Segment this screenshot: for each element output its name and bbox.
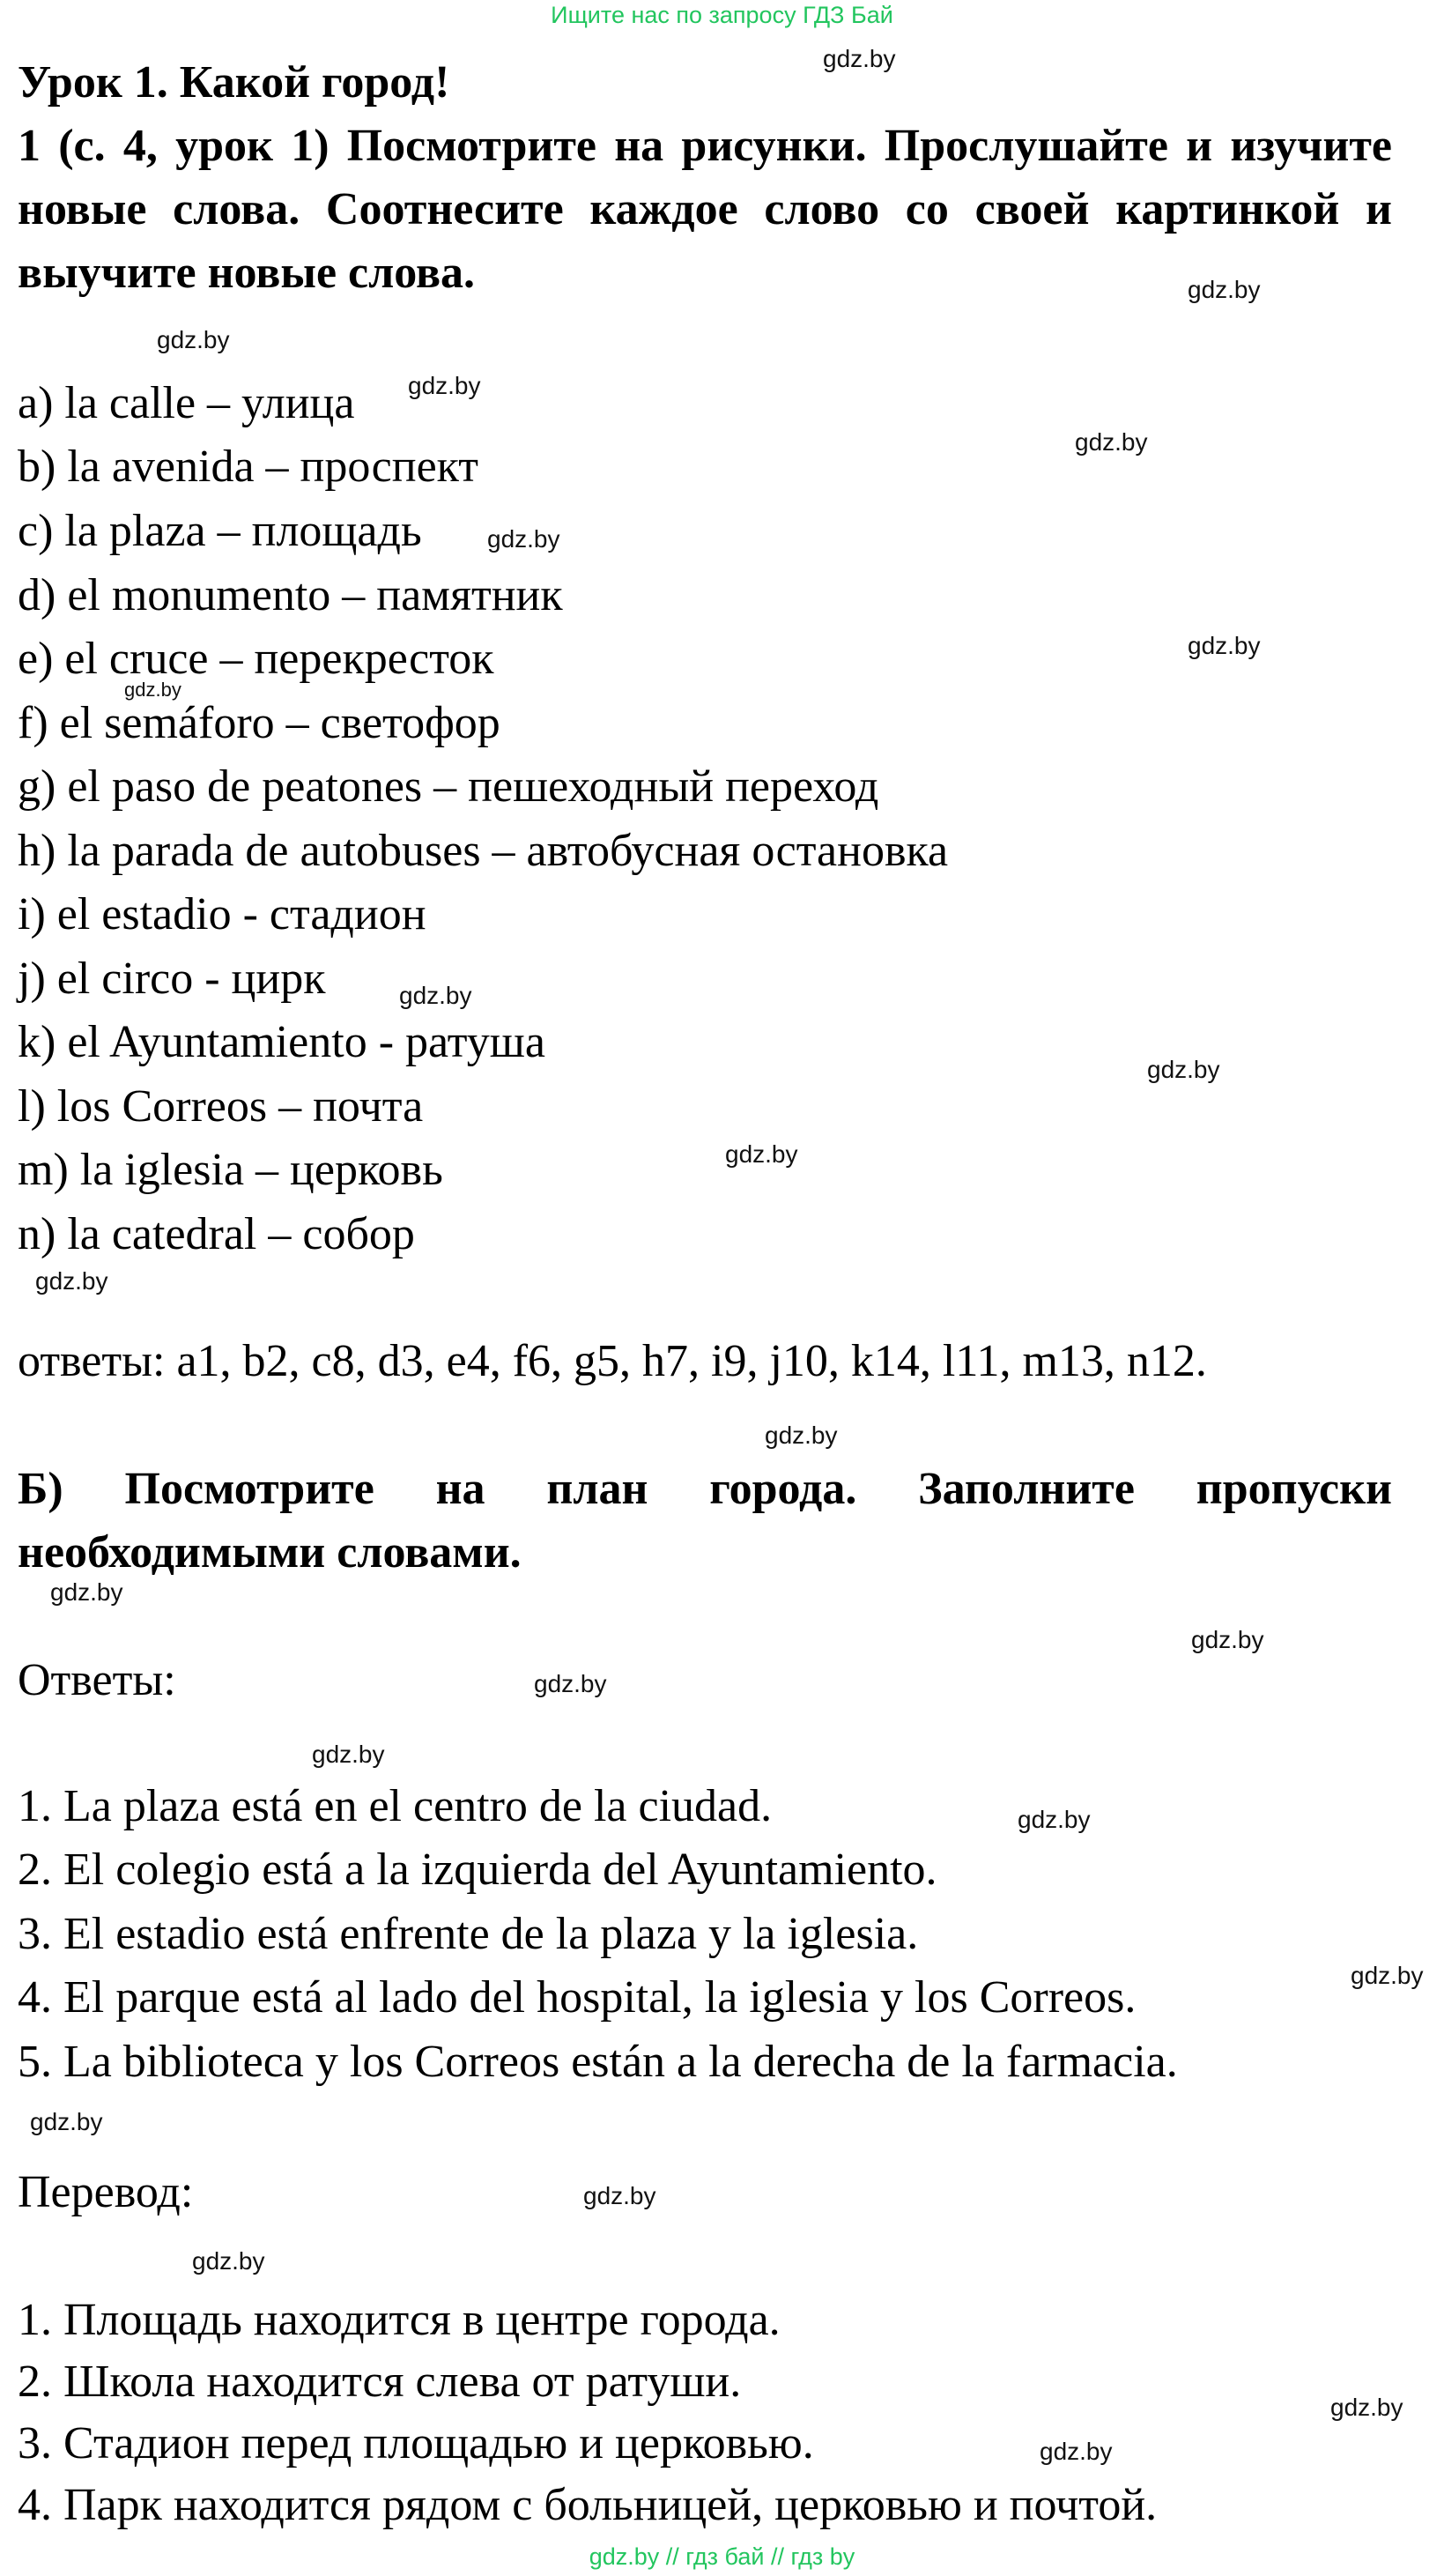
answer-item: 1. La plaza está en el centro de la ciudad. [18,1781,773,1831]
watermark: gdz.by [312,1741,385,1768]
vocab-item: n) la catedral – собор [18,1209,415,1259]
vocab-item: m) la iglesia – церковь [18,1145,443,1195]
watermark: gdz.by [725,1140,798,1168]
watermark: gdz.by [1188,276,1261,303]
vocab-item: b) la avenida – проспект [18,442,478,492]
watermark: gdz.by [823,45,896,72]
watermark: gdz.by [765,1422,838,1449]
watermark: gdz.by [1040,2438,1113,2465]
translation-item: 2. Школа находится слева от ратуши. [18,2357,742,2407]
watermark: gdz.by [1188,632,1261,659]
watermark: gdz.by [534,1670,607,1697]
translation-item: 4. Парк находится рядом с больницей, церковью и почтой. [18,2480,1158,2530]
answer-item: 2. El colegio está a la izquierda del Ayuntamiento. [18,1845,937,1895]
top-banner: Ищите нас по запросу ГДЗ Бай [551,2,893,28]
vocab-item: f) el semáforo – светофор [18,698,500,748]
task1-heading: 1 (с. 4, урок 1) Посмотрите на рисунки. Прослушайте и изучите новые слова. Соотнесите каждое слово со своей картинкой и выучите новые слова. [18,121,1392,298]
answers-label: Ответы: [18,1655,176,1705]
watermark: gdz.by [1018,1806,1091,1833]
lesson-title: Урок 1. Какой город! [18,57,450,108]
vocab-item: e) el cruce – перекресток [18,634,494,684]
vocab-item: h) la parada de autobuses – автобусная остановка [18,826,949,876]
bottom-banner: gdz.by // гдз бай // гдз by [589,2543,855,2570]
task-b-heading: Б) Посмотрите на план города. Заполните пропуски необходимыми словами. [18,1464,1392,1578]
watermark: gdz.by [1147,1056,1220,1083]
answer-item: 3. El estadio está enfrente de la plaza y la iglesia. [18,1909,919,1959]
vocab-item: j) el circo - цирк [18,954,326,1004]
watermark: gdz.by [157,326,230,353]
answer-item: 4. El parque está al lado del hospital, la iglesia y los Correos. [18,1972,1137,2023]
vocab-item: g) el paso de peatones – пешеходный переход [18,761,879,812]
vocab-item: k) el Ayuntamiento - ратуша [18,1017,545,1067]
watermark: gdz.by [1075,428,1148,456]
translation-label: Перевод: [18,2167,194,2217]
vocab-item: a) la calle – улица [18,378,355,428]
vocab-item: d) el monumento – памятник [18,570,563,620]
vocab-item: l) los Correos – почта [18,1081,424,1132]
watermark: gdz.by [192,2247,265,2275]
watermark: gdz.by [399,982,472,1009]
vocab-item: i) el estadio - стадион [18,889,426,939]
watermark: gdz.by [50,1578,123,1606]
answer-item: 5. La biblioteca y los Correos están a la derecha de la farmacia. [18,2037,1178,2087]
answers-line: ответы: a1, b2, c8, d3, e4, f6, g5, h7, i9, j10, k14, l11, m13, n12. [18,1336,1207,1386]
watermark: gdz.by [408,372,481,399]
watermark: gdz.by [1191,1626,1264,1653]
translation-item: 1. Площадь находится в центре города. [18,2295,781,2345]
watermark: gdz.by [35,1267,108,1295]
watermark: gdz.by [1351,1962,1424,1989]
watermark: gdz.by [583,2182,656,2209]
translation-item: 3. Стадион перед площадью и церковью. [18,2418,814,2468]
vocab-item: c) la plaza – площадь [18,506,422,556]
watermark: gdz.by [124,679,181,701]
watermark: gdz.by [30,2108,103,2135]
watermark: gdz.by [1330,2394,1403,2421]
watermark: gdz.by [487,525,560,553]
